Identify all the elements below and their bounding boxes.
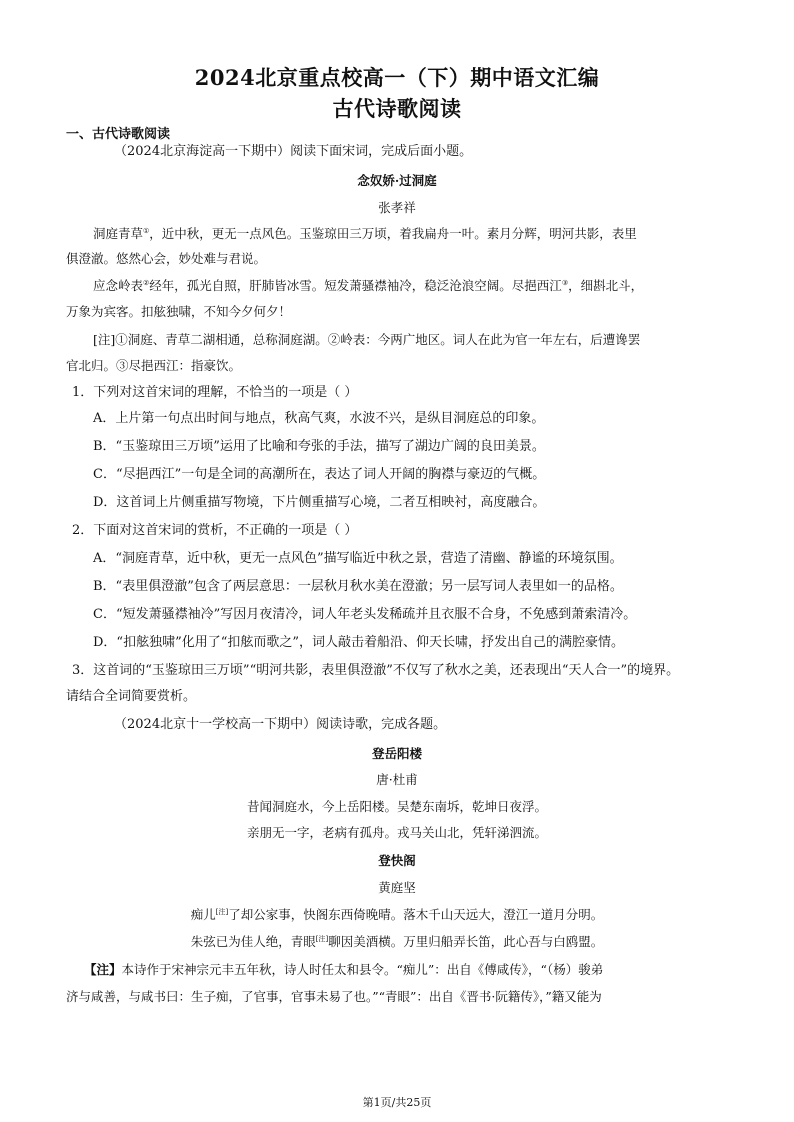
poem-note-line-1: [注]①洞庭、青草二湖相通，总称洞庭湖。②岭表：今两广地区。词人在此为官一年左右，后遭谗罢 [93,332,641,347]
poem2-note-mark-1: [注] [215,908,229,916]
poem1-line-2: 亲朋无一字，老病有孤舟。戎马关山北，凭轩涕泗流。 [246,825,547,840]
set1-source: （2024北京海淀高一下期中）阅读下面宋词，完成后面小题。 [114,144,473,159]
question-1-option-b: B．“玉鉴琼田三万顷”运用了比喻和夸张的手法，描写了湖边广阔的良田美景。 [93,439,545,454]
poem-note-line-2: 官北归。③尽挹西江：指豪饮。 [66,358,242,373]
poem2-note-mark-2: [注] [315,935,329,943]
poem1-line-1: 昔闻洞庭水，今上岳阳楼。吴楚东南坼，乾坤日夜浮。 [246,799,547,814]
question-1-option-a: A．上片第一句点出时间与地点，秋高气爽，水波不兴，是纵目洞庭总的印象。 [93,411,545,426]
question-2-stem: 2．下面对这首宋词的赏析，不正确的一项是（ ） [72,523,358,538]
section-heading: 一、古代诗歌阅读 [66,127,171,142]
set2-note-line-1: 【注】本诗作于宋神宗元丰五年秋，诗人时任太和县令。“痴儿”：出自《傅咸传》，“（杨）骏弟 [84,962,604,977]
poem-paragraph-1-line-1: 洞庭青草①，近中秋，更无一点风色。玉鉴琼田三万顷，着我扁舟一叶。素月分辉，明河共影，表里 [93,226,637,241]
question-1-option-d: D．这首词上片侧重描写物境，下片侧重描写心境，二者互相映衬，高度融合。 [93,495,546,510]
document-title: 2024北京重点校高一（下）期中语文汇编 [194,65,600,90]
set2-source: （2024北京十一学校高一下期中）阅读诗歌，完成各题。 [114,717,447,732]
question-2-option-a: A．“洞庭青草，近中秋，更无一点风色”描写临近中秋之景，营造了清幽、静谧的环境氛围。 [93,551,623,566]
poem-paragraph-2-line-1: 应念岭表②经年，孤光自照，肝肺皆冰雪。短发萧骚襟袖冷，稳泛沧浪空阔。尽挹西江③，细斟北斗， [93,278,644,293]
footnote-mark-2: ② [143,279,150,287]
question-2-option-b: B．“表里俱澄澈”包含了两层意思：一层秋月秋水美在澄澈；另一层写词人表里如一的品格。 [93,579,623,594]
poem-title: 念奴娇·过洞庭 [357,173,437,188]
poem-paragraph-1-line-2: 俱澄澈。悠然心会，妙处难与君说。 [66,251,267,266]
question-3-line-1: 3．这首词的“玉鉴琼田三万顷”“明河共影，表里俱澄澈”不仅写了秋水之美，还表现出“天人合一”的境界。 [72,663,680,678]
note-label: 【注】 [84,962,122,977]
question-2-option-d: D．“扣舷独啸”化用了“扣舷而歌之”，词人敲击着船沿、仰天长啸，抒发出自己的满腔豪情。 [93,635,625,650]
page-footer: 第1页/共25页 [362,1096,432,1109]
poem2-title: 登快阁 [378,853,416,868]
question-1-stem: 1．下列对这首宋词的理解，不恰当的一项是（ ） [72,385,358,400]
document-subtitle: 古代诗歌阅读 [332,96,462,121]
poem1-title: 登岳阳楼 [371,746,422,761]
footnote-mark-3: ③ [561,279,569,287]
question-2-option-c: C．“短发萧骚襟袖冷”写因月夜清冷，词人年老头发稀疏并且衣服不合身，不免感到萧索清冷。 [93,607,637,622]
question-3-line-2: 请结合全词简要赏析。 [66,689,197,704]
poem2-line-1: 痴儿[注]了却公家事，快阁东西倚晚晴。落木千山天远大，澄江一道月分明。 [190,907,604,922]
footnote-mark-1: ① [143,227,150,235]
set2-note-line-2: 济与咸善，与咸书曰：生子痴，了官事，官事未易了也。”“青眼”：出自《晋书·阮籍传》，”籍又能为 [66,989,602,1004]
poem1-author: 唐·杜甫 [376,772,418,787]
poem2-line-2: 朱弦已为佳人绝，青眼[注]聊因美酒横。万里归船弄长笛，此心吾与白鸥盟。 [190,934,604,949]
question-1-option-c: C．“尽挹西江”一句是全词的高潮所在，表达了词人开阔的胸襟与豪迈的气概。 [93,467,546,482]
poem-author: 张孝祥 [378,200,416,215]
poem2-author: 黄庭坚 [378,880,416,895]
poem-paragraph-2-line-2: 万象为宾客。扣舷独啸，不知今夕何夕！ [66,304,292,319]
